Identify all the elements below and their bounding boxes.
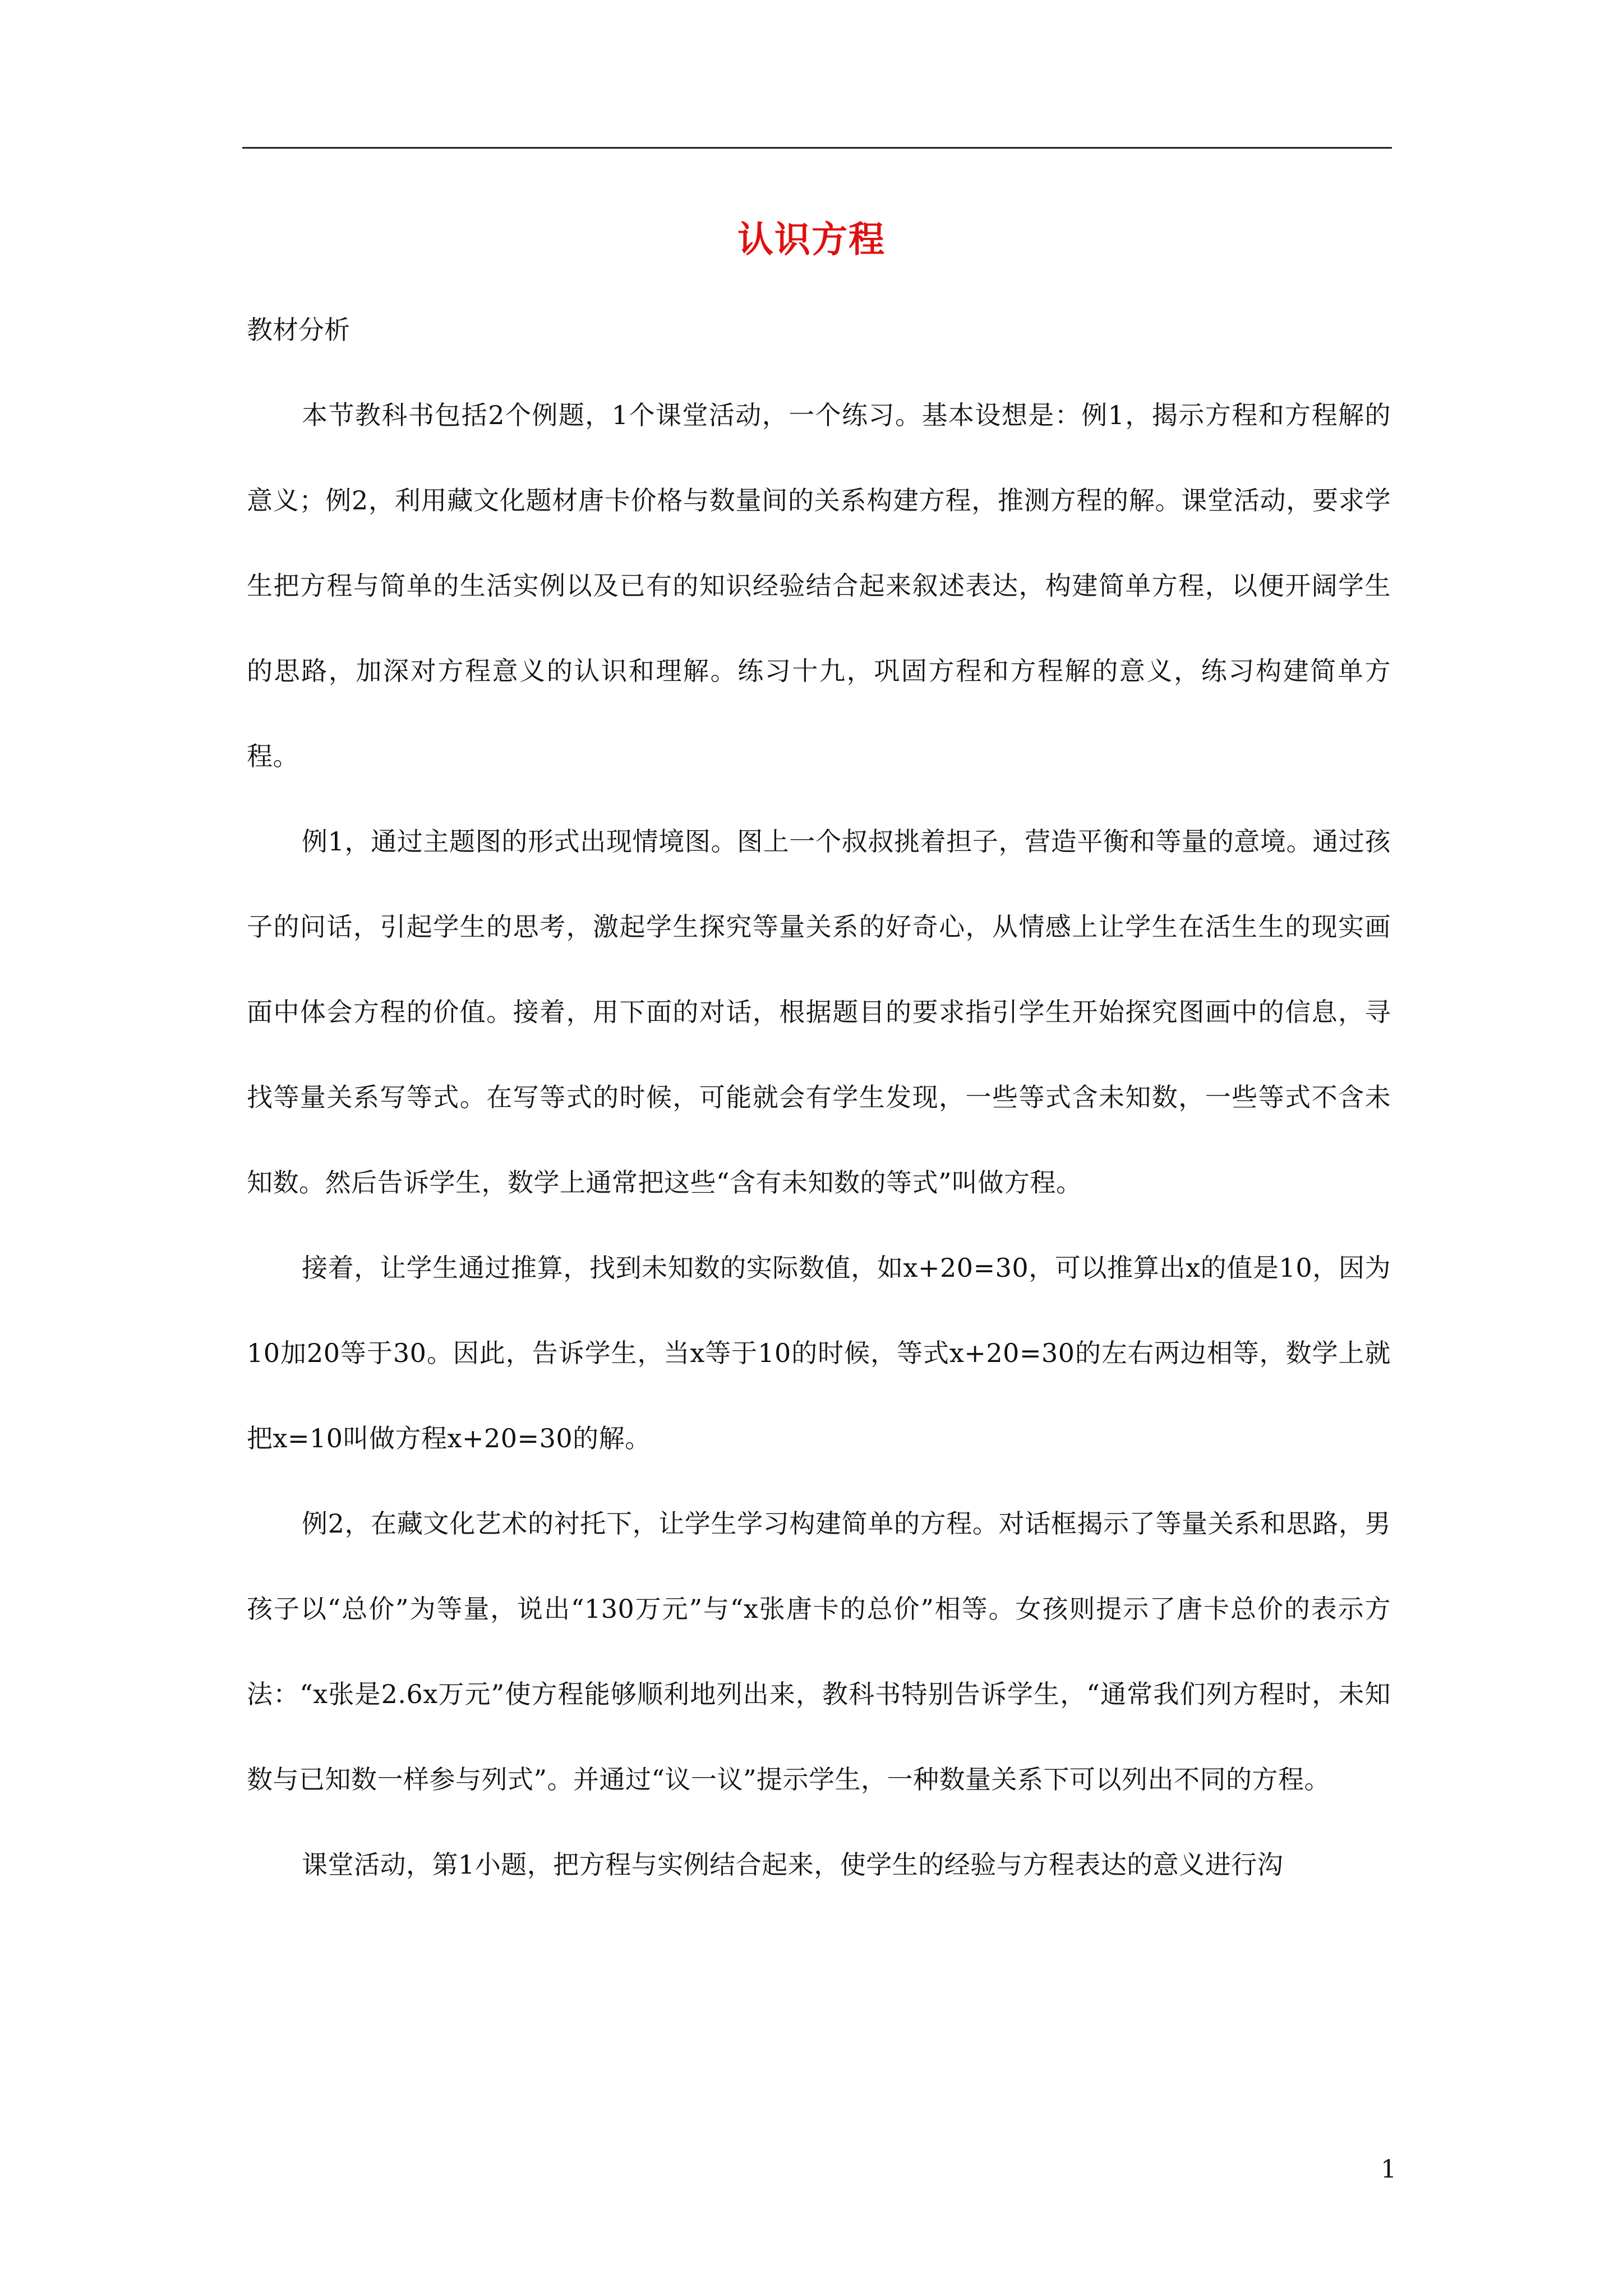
paragraph: 本节教科书包括2个例题，1个课堂活动，一个练习。基本设想是：例1，揭示方程和方程解的意义；例2，利用藏文化题材唐卡价格与数量间的关系构建方程，推测方程的解。课堂活动，要求学生把方程与简单的生活实例以及已有的知识经验结合起来叙述表达，构建简单方程，以便开阔学生的思路，加深对方程意义的认识和理解。练习十九，巩固方程和方程解的意义，练习构建简单方程。 — [247, 400, 1391, 771]
section-heading: 教材分析 — [247, 315, 350, 345]
body-text — [247, 372, 1391, 1907]
paragraph: 例1，通过主题图的形式出现情境图。图上一个叔叔挑着担子，营造平衡和等量的意境。通过孩子的问话，引起学生的思考，激起学生探究等量关系的好奇心，从情感上让学生在活生生的现实画面中体会方程的价值。接着，用下面的对话，根据题目的要求指引学生开始探究图画中的信息，寻找等量关系写等式。在写等式的时候，可能就会有学生发现，一些等式含未知数，一些等式不含未知数。然后告诉学生，数学上通常把这些“含有未知数的等式”叫做方程。 — [247, 826, 1391, 1198]
paragraph: 接着，让学生通过推算，找到未知数的实际数值，如x+20=30，可以推算出x的值是10，因为10加20等于30。因此，告诉学生，当x等于10的时候，等式x+20=30的左右两边相等，数学上就把x=10叫做方程x+20=30的解。 — [247, 1253, 1391, 1453]
header-rule — [242, 147, 1392, 149]
page-number: 1 — [1381, 2155, 1396, 2184]
paragraph: 课堂活动，第1小题，把方程与实例结合起来，使学生的经验与方程表达的意义进行沟 — [302, 1849, 1284, 1880]
page-title: 认识方程 — [737, 219, 886, 261]
paragraph: 例2，在藏文化艺术的衬托下，让学生学习构建简单的方程。对话框揭示了等量关系和思路，男孩子以“总价”为等量，说出“130万元”与“x张唐卡的总价”相等。女孩则提示了唐卡总价的表示方法：“x张是2.6x万元”使方程能够顺利地列出来，教科书特别告诉学生，“通常我们列方程时，未知数与已知数一样参与列式”。并通过“议一议”提示学生，一种数量关系下可以列出不同的方程。 — [247, 1508, 1391, 1795]
